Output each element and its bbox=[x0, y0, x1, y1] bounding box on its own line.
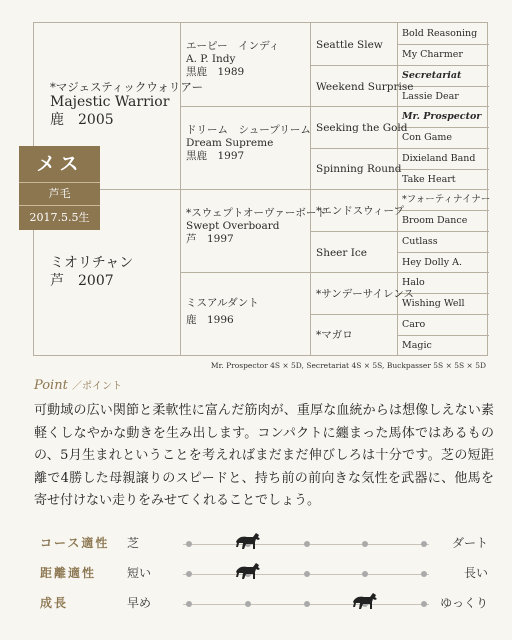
horse-dob: 2017.5.5生 bbox=[29, 211, 90, 224]
horse-coat: 芦毛 bbox=[19, 183, 100, 206]
sire-name-jp: *マジェスティックウォリアー bbox=[50, 80, 204, 94]
g3-name: *サンデーサイレンス bbox=[316, 288, 414, 300]
rating-right-label: ダート bbox=[451, 536, 488, 550]
grandparent-info: 芦 1997 bbox=[186, 233, 234, 246]
rating-scale-dot bbox=[304, 541, 310, 547]
grandparent-info: 黒鹿 1989 bbox=[186, 66, 245, 79]
rating-scale-dot bbox=[421, 571, 427, 577]
rating-label: コース適性 bbox=[40, 536, 110, 550]
dam-info: 芦 2007 bbox=[50, 272, 114, 289]
rating-scale-dot bbox=[362, 541, 368, 547]
g4-name: Broom Dance bbox=[402, 215, 468, 226]
rating-scale-dot bbox=[304, 571, 310, 577]
g4-name: Secretariat bbox=[402, 70, 462, 81]
g4-name: Hey Dolly A. bbox=[402, 257, 462, 268]
sire-info: 鹿 2005 bbox=[50, 111, 114, 128]
sire-cell bbox=[50, 80, 203, 129]
pedigree-divider bbox=[310, 231, 489, 232]
grandparent-cell bbox=[186, 124, 311, 163]
g4-name: *フォーティナイナー bbox=[402, 194, 491, 205]
g4-name: Take Heart bbox=[402, 174, 456, 185]
rating-scale-dot bbox=[421, 601, 427, 607]
rating-row bbox=[34, 562, 494, 584]
g4-name: Lassie Dear bbox=[402, 91, 459, 102]
dam-cell bbox=[50, 255, 133, 290]
rating-left-label: 早め bbox=[127, 596, 152, 610]
pedigree-divider bbox=[397, 210, 489, 211]
g3-name: *エンドスウィープ bbox=[316, 205, 404, 217]
rating-row bbox=[34, 592, 494, 614]
grandparent-name-en: Dream Supreme bbox=[186, 137, 274, 150]
g3-name: Seeking the Gold bbox=[316, 122, 408, 134]
pedigree-divider bbox=[310, 65, 489, 66]
point-title: Point bbox=[34, 378, 68, 393]
inbreeding-crosses: Mr. Prospector 4S × 5D, Secretariat 4S × 5S, Buckpasser 5S × 5S × 5D bbox=[210, 361, 486, 370]
grandparent-name-jp: エーピー インディ bbox=[186, 40, 280, 52]
g4-name: Caro bbox=[402, 319, 426, 330]
point-body: 可動域の広い関節と柔軟性に富んだ筋肉が、重厚な血統からは想像しえない素軽くしなやかな動きを生み出します。コンパクトに纏まった馬体ではあるものの、5月生まれということを考えればまだまだ伸びしろは十分です。芝の短距離で4勝した母親譲りのスピードと、持ち前の前向きな気性を武器に、他馬を寄せ付けない走りをみせてくれることでしょう。 bbox=[34, 403, 494, 508]
rating-scale-dot bbox=[245, 601, 251, 607]
rating-row bbox=[34, 532, 494, 554]
grandparent-name-en: A. P. Indy bbox=[186, 53, 236, 66]
dam-name-jp: ミオリチャン bbox=[50, 255, 134, 271]
rating-scale-dot bbox=[304, 601, 310, 607]
g4-name: Con Game bbox=[402, 132, 453, 143]
rating-scale-dot bbox=[186, 541, 192, 547]
g4-name: My Charmer bbox=[402, 49, 463, 60]
horse-badge bbox=[19, 146, 100, 230]
pedigree-divider bbox=[397, 335, 489, 336]
sire-name-en: Majestic Warrior bbox=[50, 94, 170, 111]
grandparent-name-jp: *スウェプトオーヴァーボード bbox=[186, 207, 327, 219]
g3-name: Weekend Surprise bbox=[316, 81, 414, 93]
rating-scale-dot bbox=[186, 571, 192, 577]
g3-name: Sheer Ice bbox=[316, 247, 367, 259]
rating-scale-dot bbox=[421, 541, 427, 547]
grandparent-info: 黒鹿 1997 bbox=[186, 150, 245, 163]
g4-name: Magic bbox=[402, 340, 432, 351]
g3-name: Seattle Slew bbox=[316, 39, 383, 51]
grandparent-cell bbox=[186, 40, 279, 79]
point-subtitle: ／ポイント bbox=[71, 381, 122, 392]
g4-name: Cutlass bbox=[402, 236, 438, 247]
g4-name: Bold Reasoning bbox=[402, 28, 478, 39]
pedigree-divider bbox=[34, 189, 489, 190]
g4-name: Wishing Well bbox=[402, 298, 465, 309]
g4-name: Mr. Prospector bbox=[402, 111, 482, 122]
g3-name: Spinning Round bbox=[316, 163, 402, 175]
rating-scale-dot bbox=[186, 601, 192, 607]
rating-right-label: 長い bbox=[463, 566, 488, 580]
rating-left-label: 芝 bbox=[127, 536, 140, 550]
grandparent-name-jp: ミスアルダント bbox=[186, 297, 259, 309]
g4-name: Halo bbox=[402, 277, 425, 288]
grandparent-name-jp: ドリーム シュープリーム bbox=[186, 124, 311, 136]
pedigree-divider bbox=[397, 169, 489, 170]
pedigree-table bbox=[33, 22, 491, 356]
pedigree-divider bbox=[310, 148, 489, 149]
rating-scale-dot bbox=[362, 571, 368, 577]
grandparent-info: 鹿 1996 bbox=[186, 314, 234, 327]
horse-marker-icon bbox=[233, 560, 263, 582]
g3-name: *マガロ bbox=[316, 329, 353, 341]
pedigree-divider bbox=[310, 314, 489, 315]
g4-name: Dixieland Band bbox=[402, 153, 476, 164]
grandparent-cell bbox=[186, 297, 259, 327]
pedigree-divider bbox=[397, 44, 489, 45]
pedigree-divider bbox=[180, 106, 489, 107]
horse-marker-icon bbox=[350, 590, 380, 612]
pedigree-divider bbox=[180, 272, 489, 273]
point-heading bbox=[34, 377, 122, 393]
rating-right-label: ゆっくり bbox=[440, 596, 488, 610]
pedigree-divider bbox=[397, 127, 489, 128]
horse-marker-icon bbox=[233, 530, 263, 552]
grandparent-name-en: Swept Overboard bbox=[186, 220, 280, 233]
rating-label: 距離適性 bbox=[40, 566, 97, 580]
rating-left-label: 短い bbox=[127, 566, 152, 580]
rating-label: 成長 bbox=[40, 596, 69, 610]
horse-name: メス bbox=[19, 146, 100, 183]
grandparent-cell bbox=[186, 207, 327, 246]
pedigree-divider bbox=[397, 252, 489, 253]
